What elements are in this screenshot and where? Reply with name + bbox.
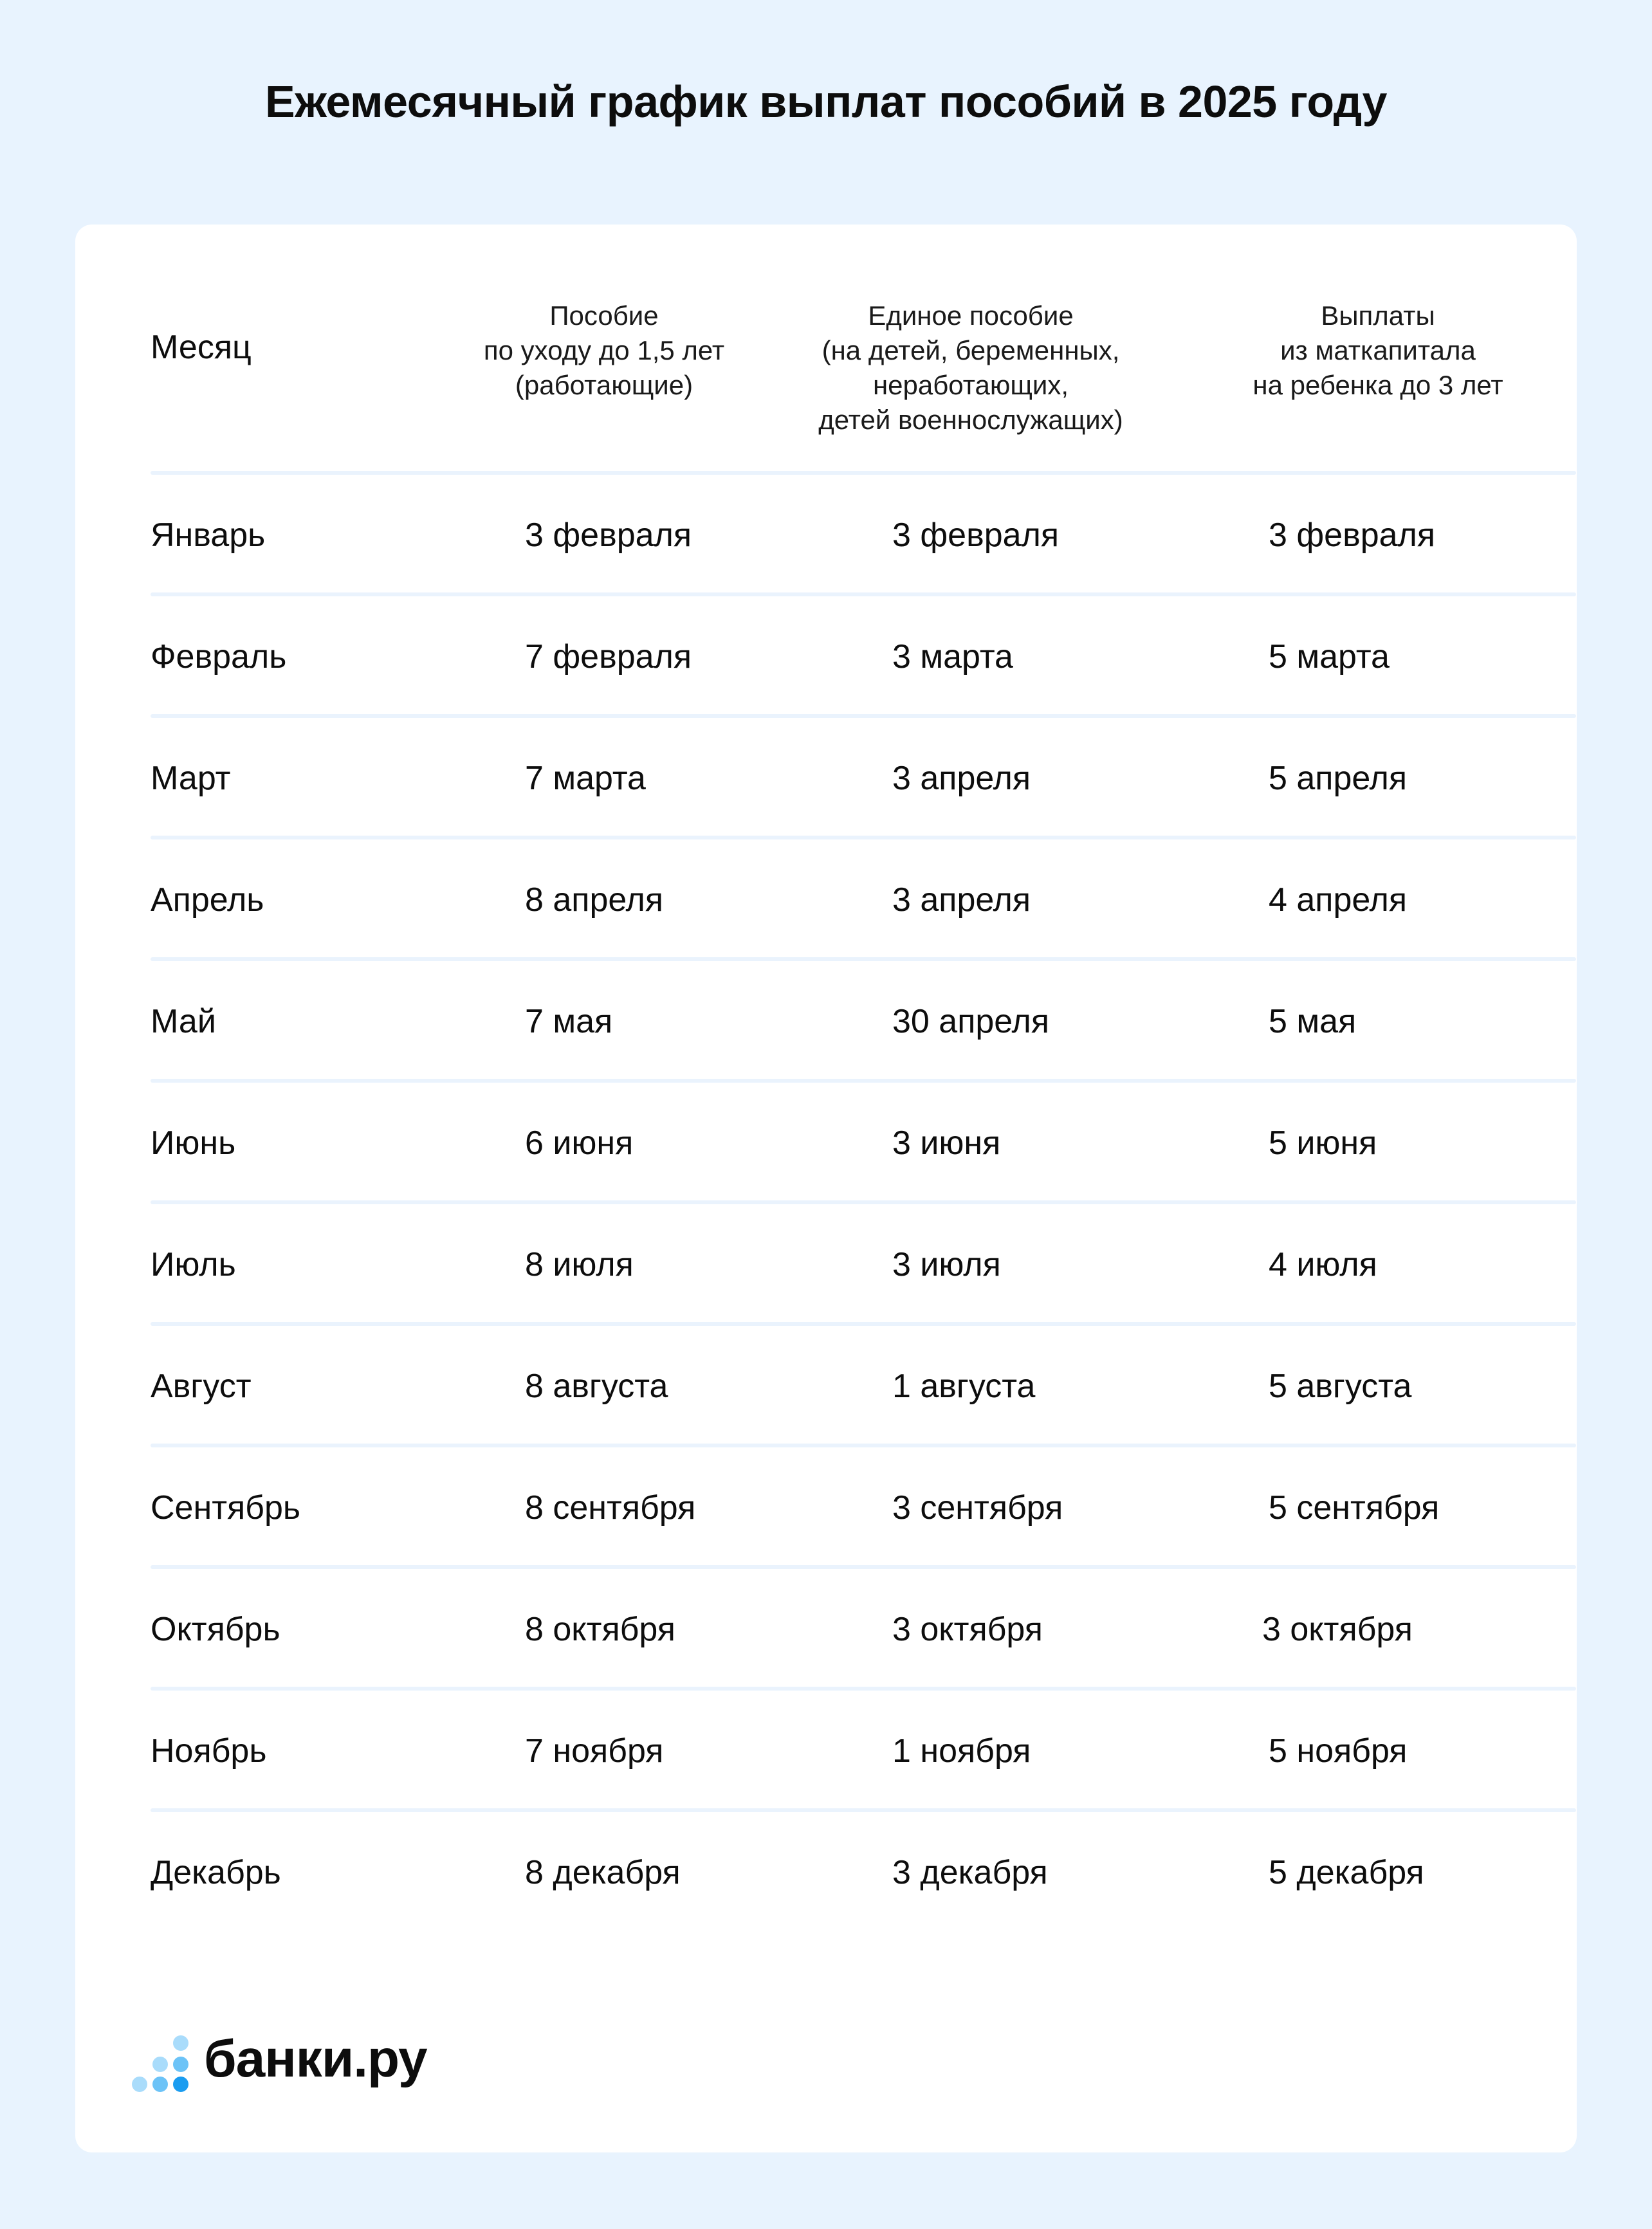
- table-row: [151, 596, 1576, 718]
- cell-month: Июнь: [151, 1124, 236, 1162]
- cell-unified-date: 3 октября: [892, 1611, 1043, 1648]
- table-row: [151, 1204, 1576, 1326]
- cell-childcare-date: 8 сентября: [525, 1489, 696, 1527]
- cell-matcapital-date: 5 сентября: [1269, 1489, 1440, 1527]
- table-row: [151, 1569, 1576, 1691]
- header-month: Месяц: [151, 329, 252, 366]
- table-row: [151, 1812, 1576, 1934]
- cell-unified-date: 3 марта: [892, 638, 1013, 675]
- cell-childcare-date: 8 июля: [525, 1246, 634, 1283]
- cell-childcare-date: 7 марта: [525, 760, 646, 797]
- table-row: [151, 961, 1576, 1083]
- table-row: [151, 1691, 1576, 1812]
- cell-unified-date: 3 февраля: [892, 517, 1060, 554]
- cell-unified-date: 3 июня: [892, 1124, 1001, 1162]
- cell-matcapital-date: 5 ноября: [1269, 1732, 1408, 1770]
- cell-unified-date: 3 апреля: [892, 760, 1031, 797]
- cell-unified-date: 3 декабря: [892, 1854, 1048, 1891]
- cell-unified-date: 3 июля: [892, 1246, 1001, 1283]
- header-maternity-capital-payments: Выплаты из маткапитала на ребенка до 3 лет: [1253, 300, 1503, 400]
- cell-matcapital-date: 3 октября: [1262, 1611, 1413, 1648]
- table-row: [151, 475, 1576, 596]
- cell-childcare-date: 8 августа: [525, 1368, 668, 1405]
- cell-childcare-date: 7 мая: [525, 1003, 613, 1040]
- cell-month: Декабрь: [151, 1854, 281, 1891]
- cell-month: Август: [151, 1368, 252, 1405]
- cell-unified-date: 30 апреля: [892, 1003, 1049, 1040]
- header-unified-allowance: Единое пособие (на детей, беременных, неработающих, детей военнослужащих): [818, 300, 1123, 435]
- cell-unified-date: 1 ноября: [892, 1732, 1031, 1770]
- cell-childcare-date: 8 октября: [525, 1611, 675, 1648]
- cell-unified-date: 1 августа: [892, 1368, 1036, 1405]
- cell-matcapital-date: 3 февраля: [1269, 517, 1436, 554]
- cell-childcare-date: 6 июня: [525, 1124, 634, 1162]
- cell-month: Май: [151, 1003, 216, 1040]
- cell-month: Ноябрь: [151, 1732, 267, 1770]
- payment-schedule-table: [151, 225, 1576, 1934]
- table-row: [151, 1447, 1576, 1569]
- cell-month: Январь: [151, 517, 266, 554]
- page-title: Ежемесячный график выплат пособий в 2025 году: [265, 77, 1387, 127]
- cell-matcapital-date: 5 апреля: [1269, 760, 1408, 797]
- cell-month: Февраль: [151, 638, 287, 675]
- cell-month: Апрель: [151, 881, 264, 919]
- schedule-card: [75, 225, 1577, 2152]
- cell-unified-date: 3 апреля: [892, 881, 1031, 919]
- cell-childcare-date: 8 декабря: [525, 1854, 681, 1891]
- table-row: [151, 718, 1576, 839]
- cell-matcapital-date: 5 декабря: [1269, 1854, 1424, 1891]
- cell-childcare-date: 8 апреля: [525, 881, 664, 919]
- cell-childcare-date: 7 ноября: [525, 1732, 664, 1770]
- table-row: [151, 1326, 1576, 1447]
- banki-dots-logo-icon: [132, 2035, 191, 2093]
- cell-matcapital-date: 4 июля: [1269, 1246, 1377, 1283]
- cell-month: Сентябрь: [151, 1489, 300, 1527]
- header-childcare-allowance: Пособие по уходу до 1,5 лет (работающие): [483, 300, 725, 400]
- logo-text: банки.ру: [204, 2030, 427, 2088]
- cell-matcapital-date: 4 апреля: [1269, 881, 1408, 919]
- cell-matcapital-date: 5 августа: [1269, 1368, 1412, 1405]
- table-row: [151, 1083, 1576, 1204]
- cell-matcapital-date: 5 июня: [1269, 1124, 1377, 1162]
- cell-childcare-date: 3 февраля: [525, 517, 692, 554]
- cell-matcapital-date: 5 марта: [1269, 638, 1390, 675]
- cell-unified-date: 3 сентября: [892, 1489, 1063, 1527]
- cell-month: Октябрь: [151, 1611, 280, 1648]
- cell-month: Март: [151, 760, 231, 797]
- table-header-row: [151, 225, 1576, 475]
- cell-childcare-date: 7 февраля: [525, 638, 692, 675]
- table-row: [151, 839, 1576, 961]
- cell-matcapital-date: 5 мая: [1269, 1003, 1357, 1040]
- banki-logo: [132, 2024, 518, 2095]
- cell-month: Июль: [151, 1246, 236, 1283]
